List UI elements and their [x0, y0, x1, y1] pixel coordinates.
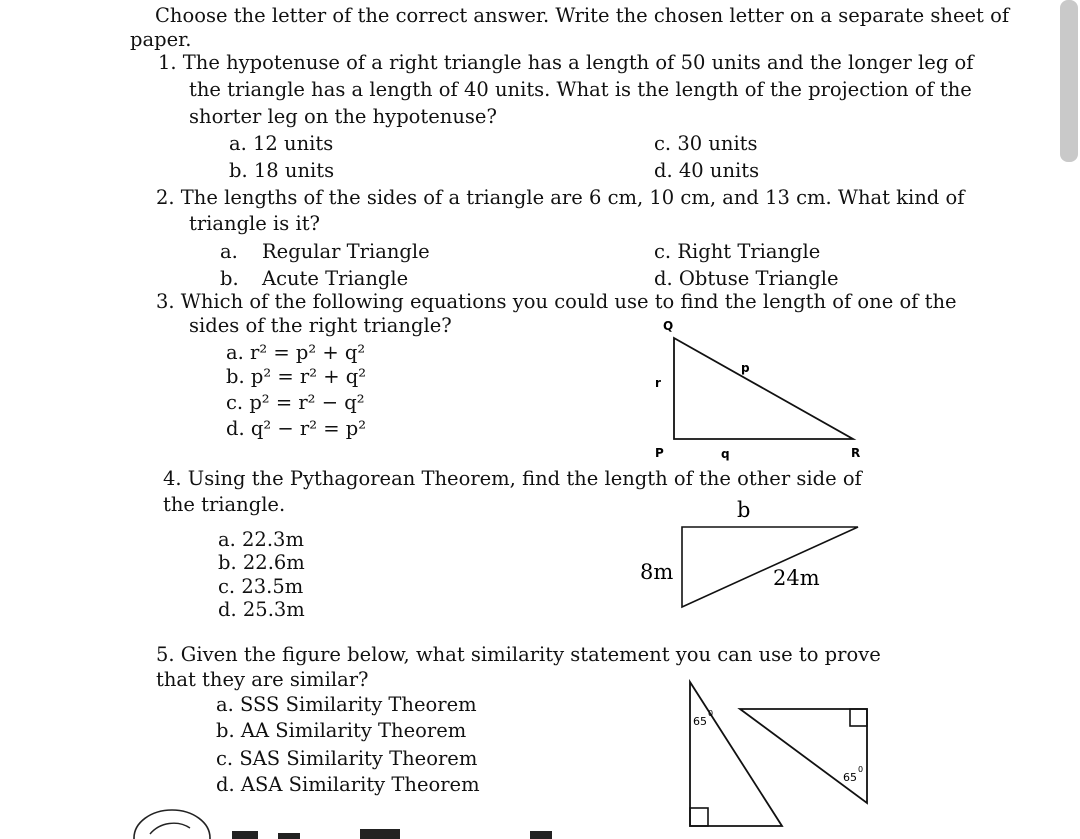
q2-option-c: c. Right Triangle	[654, 240, 821, 263]
instructions-line-1: Choose the letter of the correct answer. Write the chosen letter on a separate sheet of	[155, 4, 1010, 27]
q5-stem-line-1: 5. Given the figure below, what similarity statement you can use to prove	[156, 643, 881, 666]
q5-option-d: d. ASA Similarity Theorem	[216, 773, 480, 796]
degree-mark-right: 0	[858, 765, 864, 774]
q1-stem-line-2: the triangle has a length of 40 units. What is the length of the projection of the	[189, 78, 972, 101]
q5-left-triangle	[690, 682, 782, 826]
q1-stem-line-1: 1. The hypotenuse of a right triangle has a length of 50 units and the longer leg of	[158, 51, 974, 74]
side-q-label: q	[721, 447, 730, 461]
q4-option-a: a. 22.3m	[218, 528, 304, 551]
q2-option-a-letter: a.	[220, 240, 238, 263]
q3-stem-line-1: 3. Which of the following equations you could use to find the length of one of the	[156, 290, 957, 313]
q5-stem-line-2: that they are similar?	[156, 668, 369, 691]
q4-triangle	[682, 527, 858, 607]
q3-right-triangle-figure	[640, 312, 880, 462]
instructions-line-2: paper.	[130, 28, 192, 51]
q2-option-b-letter: b.	[220, 267, 239, 290]
q3-option-a: a. r² = p² + q²	[226, 341, 366, 364]
q4-stem-line-2: the triangle.	[163, 493, 286, 516]
q2-option-a: Regular Triangle	[262, 240, 430, 263]
q3-triangle	[674, 338, 853, 439]
angle-65-left: 65	[693, 715, 707, 728]
q4-stem-line-1: 4. Using the Pythagorean Theorem, find the length of the other side of	[163, 467, 862, 490]
q1-option-c: c. 30 units	[654, 132, 758, 155]
vertex-q-label: Q	[663, 319, 674, 333]
hand-drawing-decoration	[130, 800, 220, 839]
q3-option-d: d. q² − r² = p²	[226, 417, 367, 440]
scrollbar-thumb[interactable]	[1060, 0, 1078, 162]
q5-option-c: c. SAS Similarity Theorem	[216, 747, 478, 770]
vertex-p-label: P	[655, 446, 664, 460]
q3-option-c: c. p² = r² − q²	[226, 391, 365, 414]
q2-stem-line-1: 2. The lengths of the sides of a triangle are 6 cm, 10 cm, and 13 cm. What kind of	[156, 186, 965, 209]
q4-right-triangle-figure	[630, 495, 870, 620]
side-b-label: b	[737, 498, 751, 522]
q2-stem-line-2: triangle is it?	[189, 212, 321, 235]
q5-similar-triangles-figure	[680, 672, 880, 839]
q1-option-b: b. 18 units	[229, 159, 335, 182]
q2-option-d: d. Obtuse Triangle	[654, 267, 839, 290]
side-24m-label: 24m	[773, 566, 820, 590]
side-p-label: p	[741, 361, 750, 375]
q5-right-right-angle	[850, 709, 867, 726]
q3-option-b: b. p² = r² + q²	[226, 365, 367, 388]
cut-off-heading-fragment	[230, 826, 560, 839]
q1-stem-line-3: shorter leg on the hypotenuse?	[189, 105, 497, 128]
q4-option-c: c. 23.5m	[218, 575, 304, 598]
q3-stem-line-2: sides of the right triangle?	[189, 314, 452, 337]
degree-mark-left: 0	[708, 709, 714, 718]
q5-option-b: b. AA Similarity Theorem	[216, 719, 467, 742]
q5-option-a: a. SSS Similarity Theorem	[216, 693, 477, 716]
angle-65-right: 65	[843, 771, 857, 784]
q1-option-d: d. 40 units	[654, 159, 760, 182]
q5-left-right-angle	[690, 808, 708, 826]
q1-option-a: a. 12 units	[229, 132, 334, 155]
vertex-r-label: R	[851, 446, 861, 460]
side-r-label: r	[655, 376, 661, 390]
q2-option-b: Acute Triangle	[262, 267, 409, 290]
q4-option-b: b. 22.6m	[218, 551, 305, 574]
side-8m-label: 8m	[640, 560, 674, 584]
q4-option-d: d. 25.3m	[218, 598, 305, 621]
